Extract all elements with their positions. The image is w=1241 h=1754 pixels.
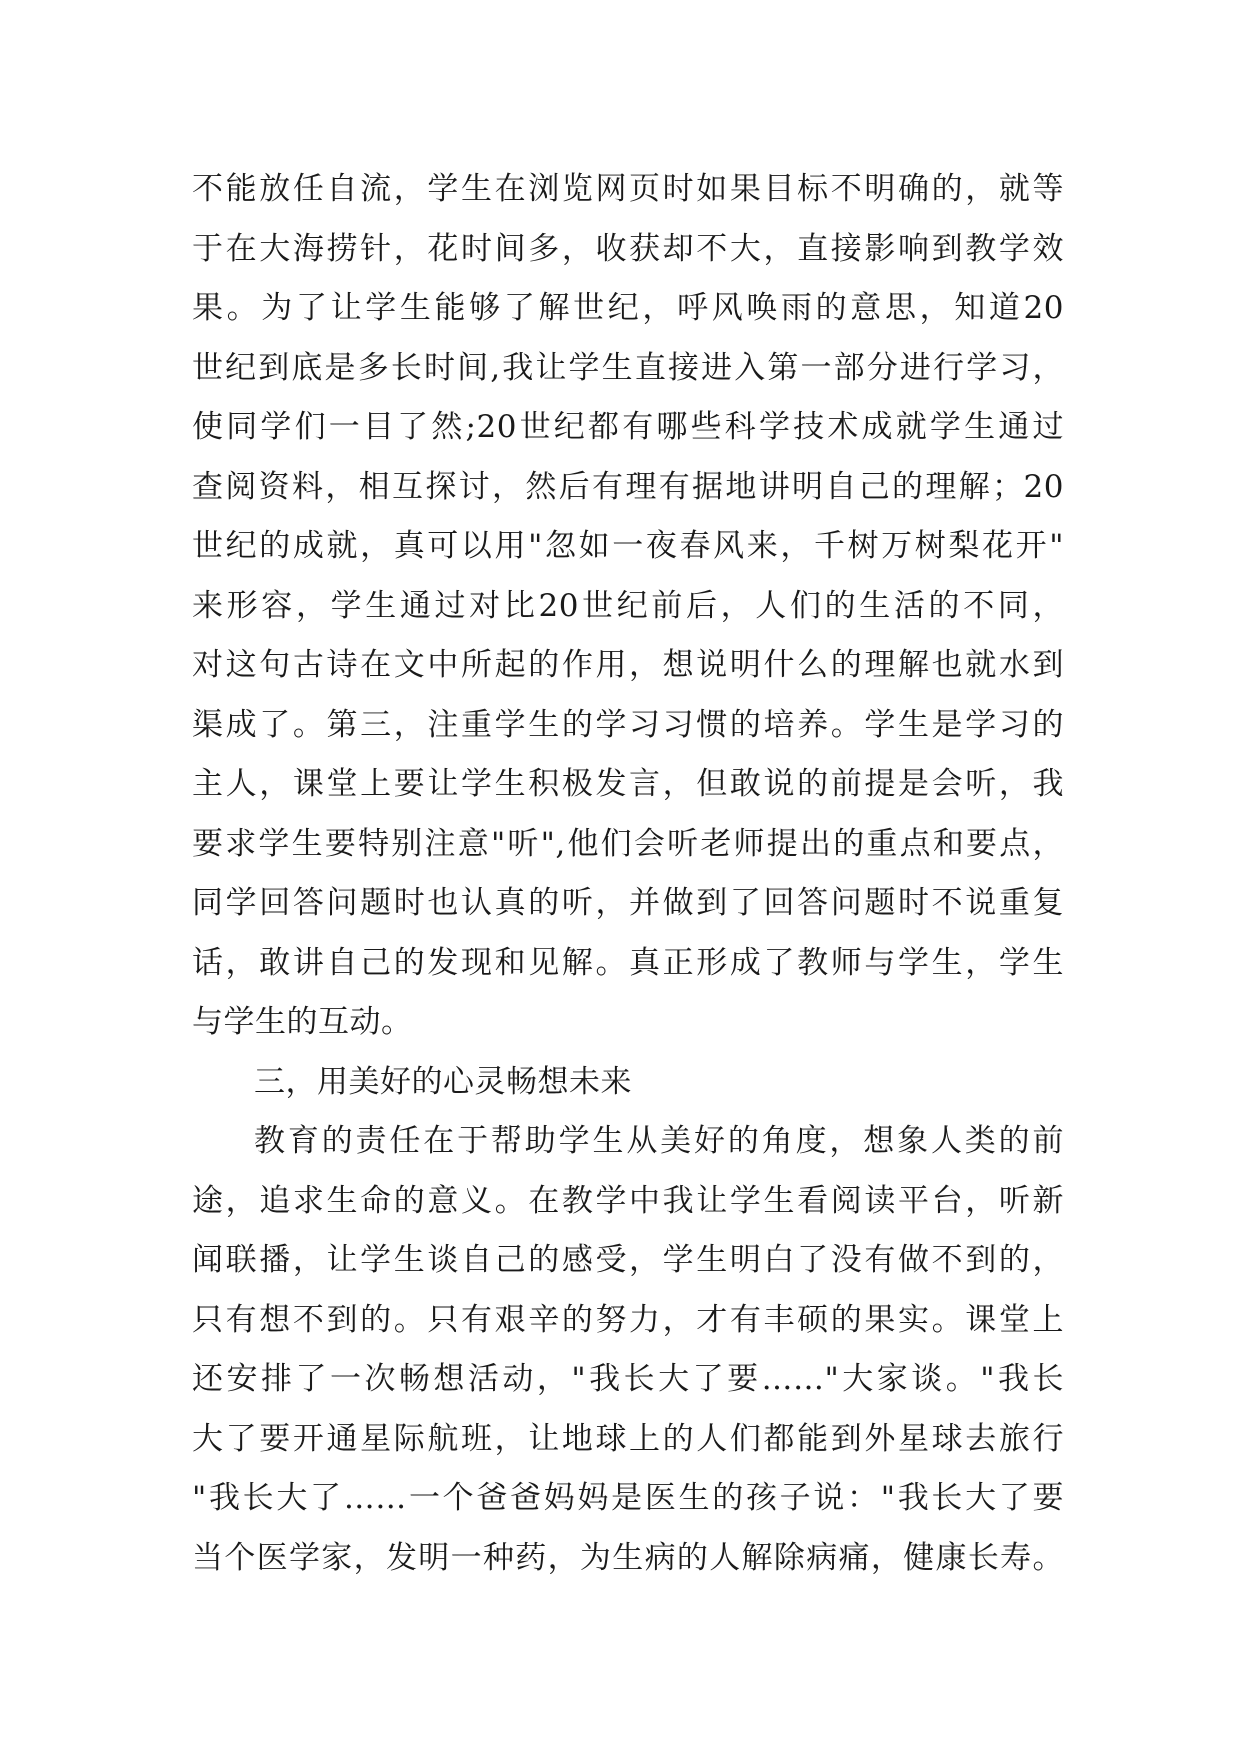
text-line: 只有想不到的。只有艰辛的努力，才有丰硕的果实。课堂上 xyxy=(192,1301,1064,1338)
text-line: 话，敢讲自己的发现和见解。真正形成了教师与学生，学生 xyxy=(192,944,1064,981)
text-line: 不能放任自流，学生在浏览网页时如果目标不明确的，就等 xyxy=(192,171,1064,207)
text-line: 还安排了一次畅想活动，"我长大了要……"大家谈。"我长 xyxy=(192,1361,1064,1397)
text-line: 对这句古诗在文中所起的作用，想说明什么的理解也就水到 xyxy=(192,647,1064,683)
text-line: 同学回答问题时也认真的听，并做到了回答问题时不说重复 xyxy=(192,885,1064,921)
text-line: 大了要开通星际航班，让地球上的人们都能到外星球去旅行 xyxy=(192,1420,1064,1457)
text-line: 教育的责任在于帮助学生从美好的角度，想象人类的前 xyxy=(254,1123,1064,1159)
text-line: 主人，课堂上要让学生积极发言，但敢说的前提是会听，我 xyxy=(192,766,1064,802)
text-line: 查阅资料，相互探讨，然后有理有据地讲明自己的理解；20 xyxy=(192,468,1064,505)
text-line: 途，追求生命的意义。在教学中我让学生看阅读平台，听新 xyxy=(192,1182,1064,1219)
text-line: 果。为了让学生能够了解世纪，呼风唤雨的意思，知道20 xyxy=(192,290,1064,326)
text-line: 三，用美好的心灵畅想未来 xyxy=(254,1063,632,1100)
text-line: 当个医学家，发明一种药，为生病的人解除病痛，健康长寿。 xyxy=(192,1539,1064,1576)
text-line: 渠成了。第三，注重学生的学习习惯的培养。学生是学习的 xyxy=(192,706,1064,743)
text-line: "我长大了……一个爸爸妈妈是医生的孩子说："我长大了要 xyxy=(192,1480,1064,1516)
text-line: 世纪的成就，真可以用"忽如一夜春风来，千树万树梨花开" xyxy=(192,528,1064,564)
text-line: 于在大海捞针，花时间多，收获却不大，直接影响到教学效 xyxy=(192,230,1064,267)
text-line: 来形容，学生通过对比20世纪前后，人们的生活的不同， xyxy=(192,587,1064,624)
text-line: 与学生的互动。 xyxy=(192,1004,413,1040)
body-text xyxy=(192,160,1064,1588)
text-line: 闻联播，让学生谈自己的感受，学生明白了没有做不到的， xyxy=(192,1242,1064,1278)
text-line: 使同学们一目了然;20世纪都有哪些科学技术成就学生通过 xyxy=(192,409,1064,445)
text-line: 世纪到底是多长时间,我让学生直接进入第一部分进行学习， xyxy=(192,349,1064,386)
text-line: 要求学生要特别注意"听",他们会听老师提出的重点和要点， xyxy=(192,825,1064,862)
